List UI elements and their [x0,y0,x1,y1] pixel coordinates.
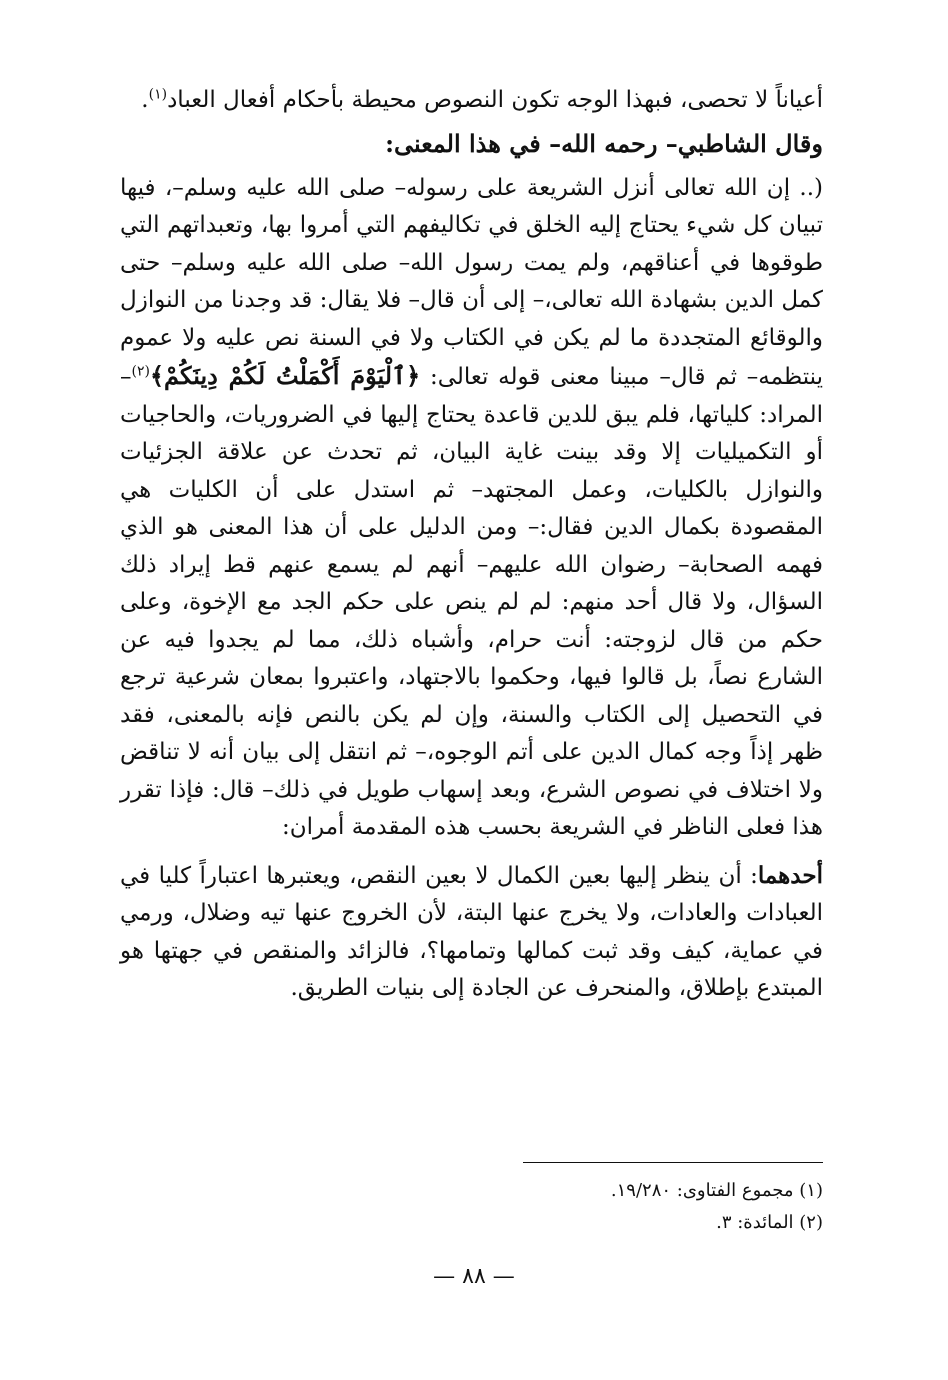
page-body [120,82,823,1008]
first-point-lead: أحدهما [757,861,823,889]
section-heading: وقال الشاطبي– رحمه الله– في هذا المعنى: [385,128,823,158]
first-point-text: : أن ينظر إليها بعين الكمال لا بعين النقص، ويعتبرها اعتباراً كليا في العبادات والعادات، ولا يخرج عنها البتة، لأن الخروج عنها تيه وضلال، ورمي في عماية، كيف وقد ثبت كمالها وتمامها؟، فالزائد والمنقص في جهتها هو المبتدع بإطلاق، والمنحرف عن الجادة إلى بنيات الطريق. [120,862,823,1001]
first-point-paragraph [120,857,823,1008]
footnote-divider [523,1162,823,1163]
opening-paragraph [120,82,823,120]
opening-end: . [141,87,149,113]
quote-text-2: – المراد: كلياتها، فلم يبق للدين قاعدة يحتاج إليها في الضروريات، والحاجيات أو التكميليات إلا وقد بينت غاية البيان، ثم تحدث عن علاقة الجزئيات والنوازل بالكليات، وعمل المجتهد– ثم استدل على أن الكليات هي المقصودة بكمال الدين فقال:– ومن الدليل على أن هذا المعنى هو الذي فهمه الصحابة– رضوان الله عليهم– أنهم لم يسمع عنهم قط إيراد ذلك السؤال، ولا قال أحد منهم: لم لم ينص على حكم الجد مع الإخوة، وعلى حكم من قال لزوجته: أنت حرام، وأشباه ذلك، مما لم يجدوا فيه عن الشارع نصاً، بل قالوا فيها، وحكموا بالاجتهاد، واعتبروا بمعان شرعية ترجع في التحصيل إلى الكتاب والسنة، وإن لم يكن بالنص فإنه بالمعنى، فقد ظهر إذاً وجه كمال الدين على أتم الوجوه،– ثم انتقل إلى بيان أنه لا تناقض ولا اختلاف في نصوص الشرع، وبعد إسهاب طويل في ذلك– قال: فإذا تقرر هذا فعلى الناظر في الشريعة بحسب هذه المقدمة أمران: [120,364,823,840]
quote-text-1: (.. إن الله تعالى أنزل الشريعة على رسوله– صلى الله عليه وسلم–، فيها تبيان كل شيء يحتاج إليه الخلق في تكاليفهم التي أمروا بها، وتعبداتهم التي طوقوها في أعناقهم، ولم يمت رسول الله– صلى الله عليه وسلم– حتى كمل الدين بشهادة الله تعالى،– إلى أن قال– فلا يقال: قد وجدنا من النوازل والوقائع المتجددة ما لم يكن في الكتاب ولا في السنة نص عليه ولا عموم ينتظمه– ثم قال– مبينا معنى قوله تعالى: [120,174,824,390]
footnote-2: (٢) المائدة: ٣. [716,1212,823,1233]
opening-text: أعياناً لا تحصى، فبهذا الوجه تكون النصوص محيطة بأحكام أفعال العباد [167,87,823,113]
footnote-ref-2[interactable]: (٢) [131,363,150,380]
page-number: — ٨٨ — [433,1264,515,1289]
quote-paragraph [120,170,823,847]
footnote-ref-1[interactable]: (١) [148,86,168,103]
quran-verse: ﴿ٱلْيَوْمَ أَكْمَلْتُ لَكُمْ دِينَكُمْ﴾ [149,361,421,390]
footnote-1: (١) مجموع الفتاوى: ١٩/٢٨٠. [610,1180,823,1201]
footnotes [120,1175,823,1239]
